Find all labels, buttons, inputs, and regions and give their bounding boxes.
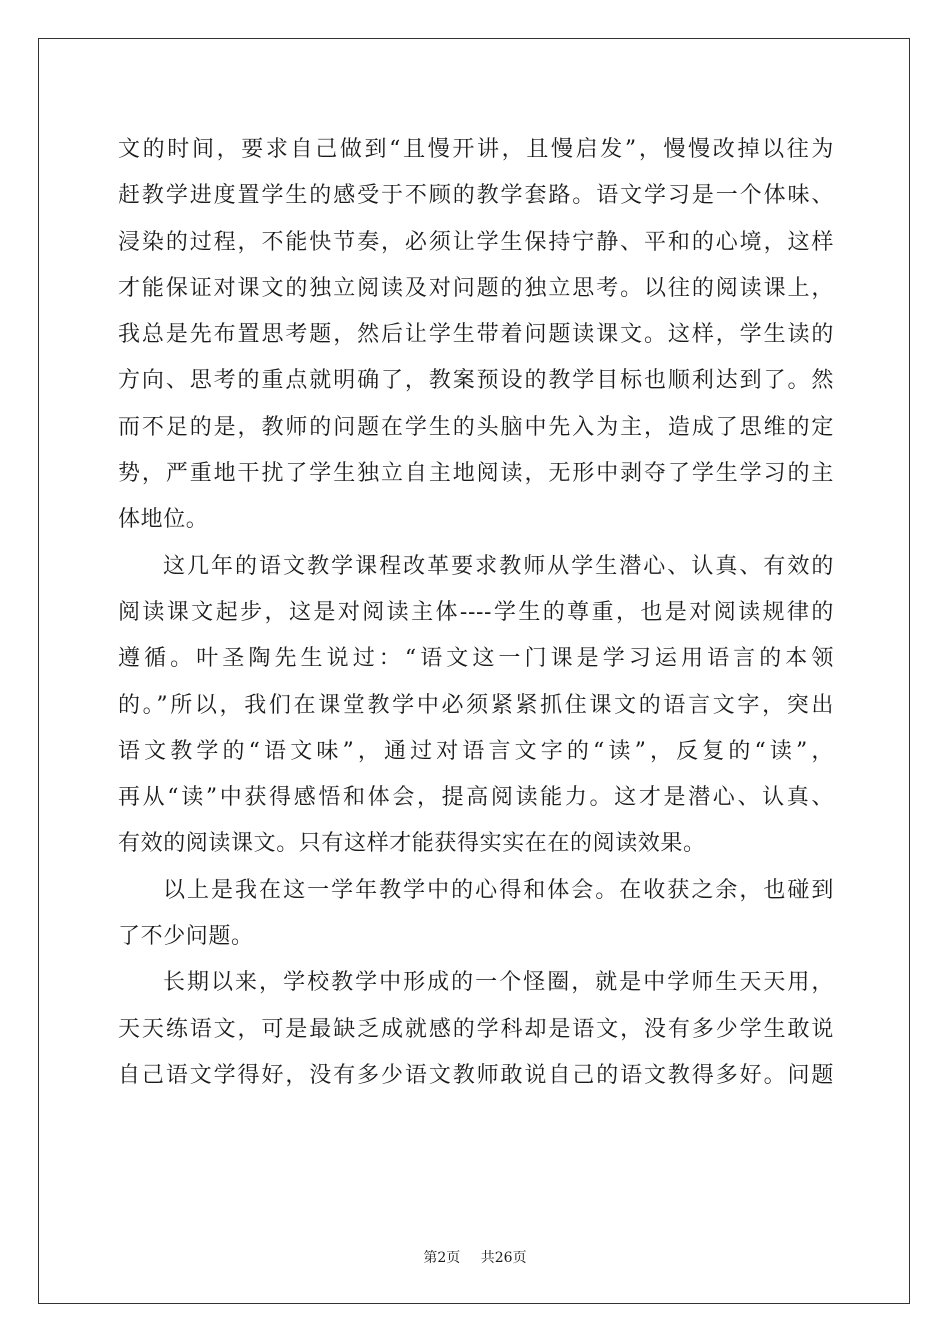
text-line: 文的时间，要求自己做到“且慢开讲，且慢启发”，慢慢改掉以往为 [118, 137, 834, 162]
text-line: 长期以来，学校教学中形成的一个怪圈，就是中学师生天天用， [163, 970, 834, 996]
page-number-current: 第2页 [423, 1250, 461, 1266]
text-line: 浸染的过程，不能快节奏，必须让学生保持宁静、平和的心境，这样 [118, 229, 834, 255]
page-footer [0, 1247, 950, 1267]
text-line: 语文教学的“语文味”，通过对语言文字的“读”，反复的“读”， [118, 738, 834, 764]
text-line: 以上是我在这一学年教学中的心得和体会。在收获之余，也碰到 [163, 877, 834, 903]
text-line: 阅读课文起步，这是对阅读主体----学生的尊重，也是对阅读规律的 [118, 599, 834, 625]
text-line: 我总是先布置思考题，然后让学生带着问题读课文。这样，学生读的 [118, 322, 834, 348]
text-line: 有效的阅读课文。只有这样才能获得实实在在的阅读效果。 [118, 831, 706, 857]
text-line: 了不少问题。 [118, 924, 254, 950]
text-line: 势，严重地干扰了学生独立自主地阅读，无形中剥夺了学生学习的主 [118, 461, 834, 487]
body-text [118, 127, 834, 1099]
text-line: 遵循。叶圣陶先生说过：“语文这一门课是学习运用语言的本领 [118, 646, 834, 672]
text-line: 的。”所以，我们在课堂教学中必须紧紧抓住课文的语言文字，突出 [118, 692, 834, 718]
text-line: 而不足的是，教师的问题在学生的头脑中先入为主，造成了思维的定 [118, 414, 834, 440]
text-line: 再从“读”中获得感悟和体会，提高阅读能力。这才是潜心、认真、 [118, 785, 834, 811]
text-line: 天天练语文，可是最缺乏成就感的学科却是语文，没有多少学生敢说 [118, 1016, 834, 1042]
text-line: 赶教学进度置学生的感受于不顾的教学套路。语文学习是一个体味、 [118, 183, 834, 209]
text-line: 方向、思考的重点就明确了，教案预设的教学目标也顺利达到了。然 [118, 368, 834, 394]
text-line: 自己语文学得好，没有多少语文教师敢说自己的语文教得多好。问题 [118, 1062, 834, 1088]
text-line: 这几年的语文教学课程改革要求教师从学生潜心、认真、有效的 [163, 553, 834, 579]
text-line: 体地位。 [118, 507, 209, 533]
page-number-total: 共26页 [480, 1250, 527, 1266]
text-line: 才能保证对课文的独立阅读及对问题的独立思考。以往的阅读课上， [118, 275, 834, 301]
